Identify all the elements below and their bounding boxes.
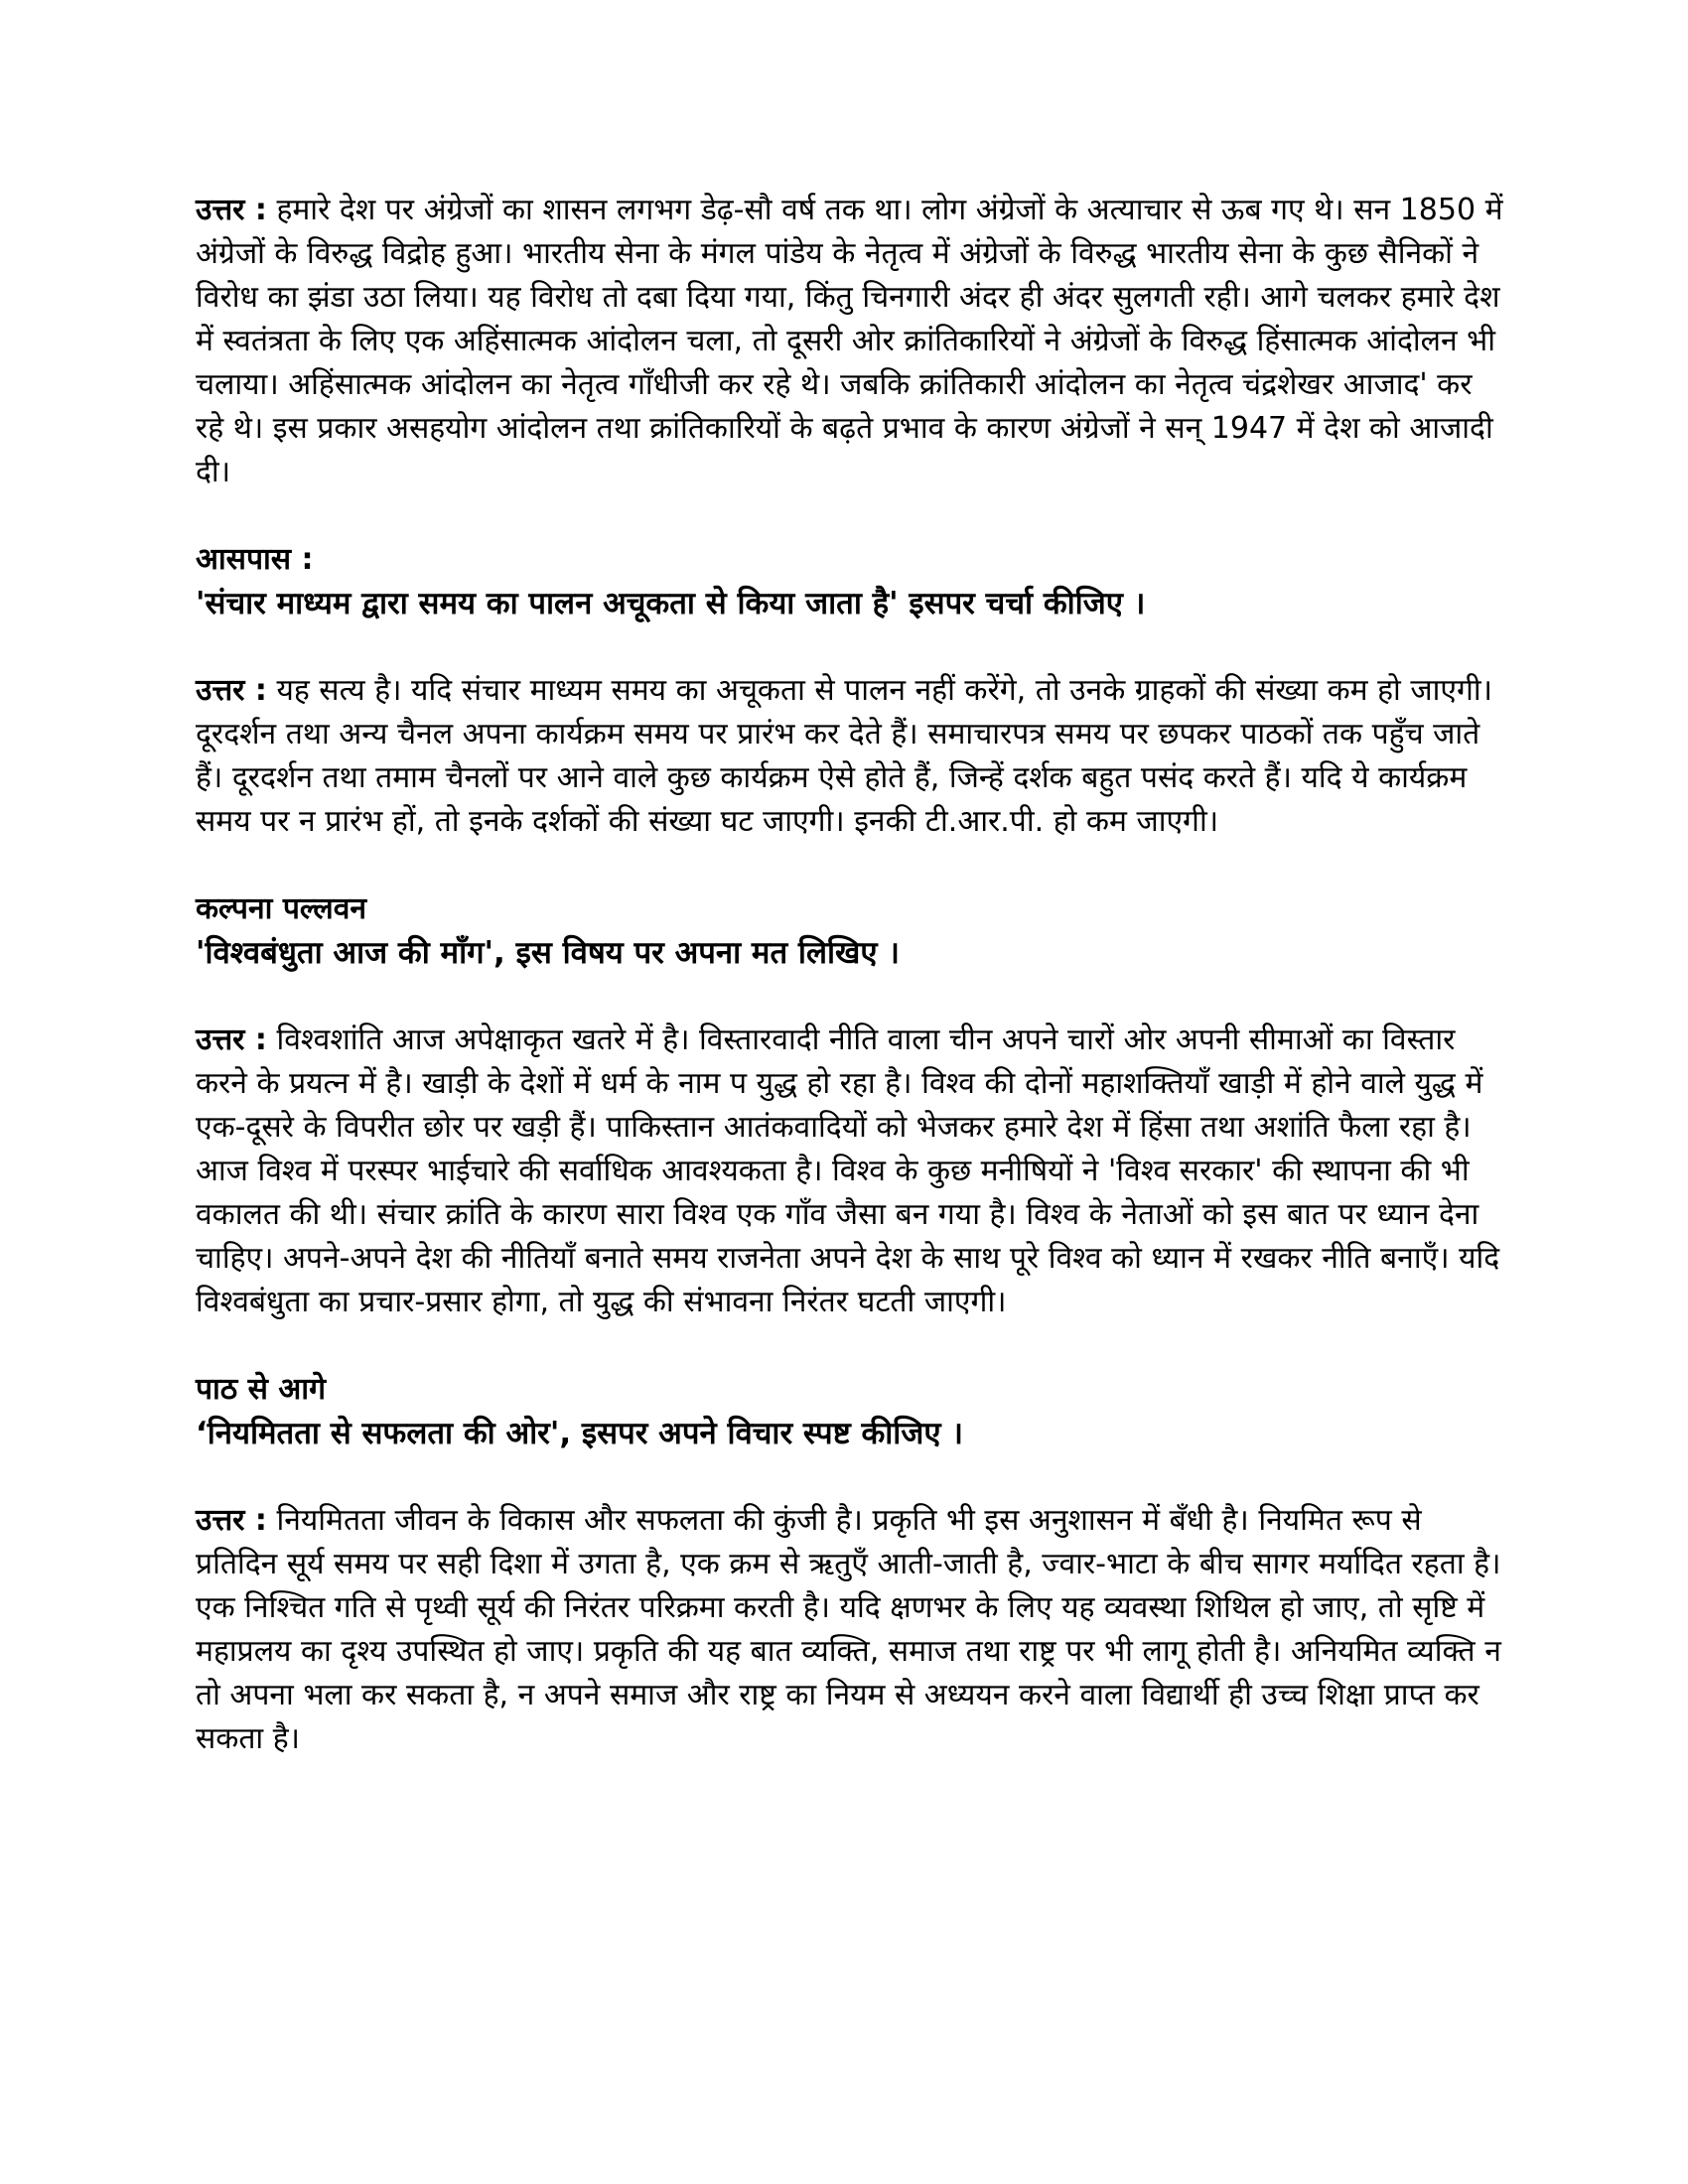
section-title: कल्पना पल्लवन	[196, 891, 367, 926]
section-question: 'विश्वबंधुता आज की माँग', इस विषय पर अपना मत लिखिए ।	[196, 935, 901, 971]
section-kalpana-pallavan	[196, 887, 1506, 975]
section-question: 'संचार माध्यम द्वारा समय का पालन अचूकता से किया जाता है' इसपर चर्चा कीजिए ।	[196, 586, 1146, 621]
answer-text: हमारे देश पर अंग्रेजों का शासन लगभग डेढ़-सौ वर्ष तक था। लोग अंग्रेजों के अत्याचार से ऊब गए थे। सन 1850 में अंग्रेजों के विरुद्ध विद्रोह हुआ। भारतीय सेना के मंगल पांडेय के नेतृत्व में अंग्रेजों के विरुद्ध भारतीय सेना के कुछ सैनिकों ने विरोध का झंडा उठा लिया। यह विरोध तो दबा दिया गया, किंतु चिनगारी अंदर ही अंदर सुलगती रही। आगे चलकर हमारे देश में स्वतंत्रता के लिए एक अहिंसात्मक आंदोलन चला, तो दूसरी ओर क्रांतिकारियों ने अंग्रेजों के विरुद्ध हिंसात्मक आंदोलन भी चलाया। अहिंसात्मक आंदोलन का नेतृत्व गाँधीजी कर रहे थे। जबकि क्रांतिकारी आंदोलन का नेतृत्व चंद्रशेखर आजाद' कर रहे थे। इस प्रकार असहयोग आंदोलन तथा क्रांतिकारियों के बढ़ते प्रभाव के कारण अंग्रेजों ने सन् 1947 में देश को आजादी दी।	[196, 193, 1503, 489]
answer-label: उत्तर :	[196, 1023, 267, 1057]
section-path-se-aage	[196, 1368, 1506, 1455]
answer-label: उत्तर :	[196, 673, 267, 708]
answer-text: यह सत्य है। यदि संचार माध्यम समय का अचूकता से पालन नहीं करेंगे, तो उनके ग्राहकों की संख्या कम हो जाएगी। दूरदर्शन तथा अन्य चैनल अपना कार्यक्रम समय पर प्रारंभ कर देते हैं। समाचारपत्र समय पर छपकर पाठकों तक पहुँच जाते हैं। दूरदर्शन तथा तमाम चैनलों पर आने वाले कुछ कार्यक्रम ऐसे होते हैं, जिन्हें दर्शक बहुत पसंद करते हैं। यदि ये कार्यक्रम समय पर न प्रारंभ हों, तो इनके दर्शकों की संख्या घट जाएगी। इनकी टी.आर.पी. हो कम जाएगी।	[196, 673, 1493, 839]
section-aaspaas	[196, 538, 1506, 625]
document-page	[196, 189, 1506, 1761]
answer-paragraph-3	[196, 1019, 1506, 1324]
section-title: पाठ से आगे	[196, 1372, 326, 1407]
answer-text: विश्वशांति आज अपेक्षाकृत खतरे में है। विस्तारवादी नीति वाला चीन अपने चारों ओर अपनी सीमाओं का विस्तार करने के प्रयत्न में है। खाड़ी के देशों में धर्म के नाम प युद्ध हो रहा है। विश्व की दोनों महाशक्तियाँ खाड़ी में होने वाले युद्ध में एक-दूसरे के विपरीत छोर पर खड़ी हैं। पाकिस्तान आतंकवादियों को भेजकर हमारे देश में हिंसा तथा अशांति फैला रहा है। आज विश्व में परस्पर भाईचारे की सर्वाधिक आवश्यकता है। विश्व के कुछ मनीषियों ने 'विश्व सरकार' की स्थापना की भी वकालत की थी। संचार क्रांति के कारण सारा विश्व एक गाँव जैसा बन गया है। विश्व के नेताओं को इस बात पर ध्यान देना चाहिए। अपने-अपने देश की नीतियाँ बनाते समय राजनेता अपने देश के साथ पूरे विश्व को ध्यान में रखकर नीति बनाएँ। यदि विश्वबंधुता का प्रचार-प्रसार होगा, तो युद्ध की संभावना निरंतर घटती जाएगी।	[196, 1023, 1500, 1319]
answer-paragraph-2	[196, 669, 1506, 844]
section-title: आसपास :	[196, 542, 314, 577]
answer-label: उत्तर :	[196, 1503, 267, 1538]
answer-label: उत्तर :	[196, 193, 267, 227]
answer-paragraph-1	[196, 189, 1506, 494]
section-question: ‘नियमितता से सफलता की ओर', इसपर अपने विचार स्पष्ट कीजिए ।	[196, 1416, 964, 1451]
answer-paragraph-4	[196, 1499, 1506, 1761]
answer-text: नियमितता जीवन के विकास और सफलता की कुंजी है। प्रकृति भी इस अनुशासन में बँधी है। नियमित रूप से प्रतिदिन सूर्य समय पर सही दिशा में उगता है, एक क्रम से ऋतुएँ आती-जाती है, ज्वार-भाटा के बीच सागर मर्यादित रहता है। एक निश्चित गति से पृथ्वी सूर्य की निरंतर परिक्रमा करती है। यदि क्षणभर के लिए यह व्यवस्था शिथिल हो जाए, तो सृष्टि में महाप्रलय का दृश्य उपस्थित हो जाए। प्रकृति की यह बात व्यक्ति, समाज तथा राष्ट्र पर भी लागू होती है। अनियमित व्यक्ति न तो अपना भला कर सकता है, न अपने समाज और राष्ट्र का नियम से अध्ययन करने वाला विद्यार्थी ही उच्च शिक्षा प्राप्त कर सकता है।	[196, 1503, 1501, 1756]
